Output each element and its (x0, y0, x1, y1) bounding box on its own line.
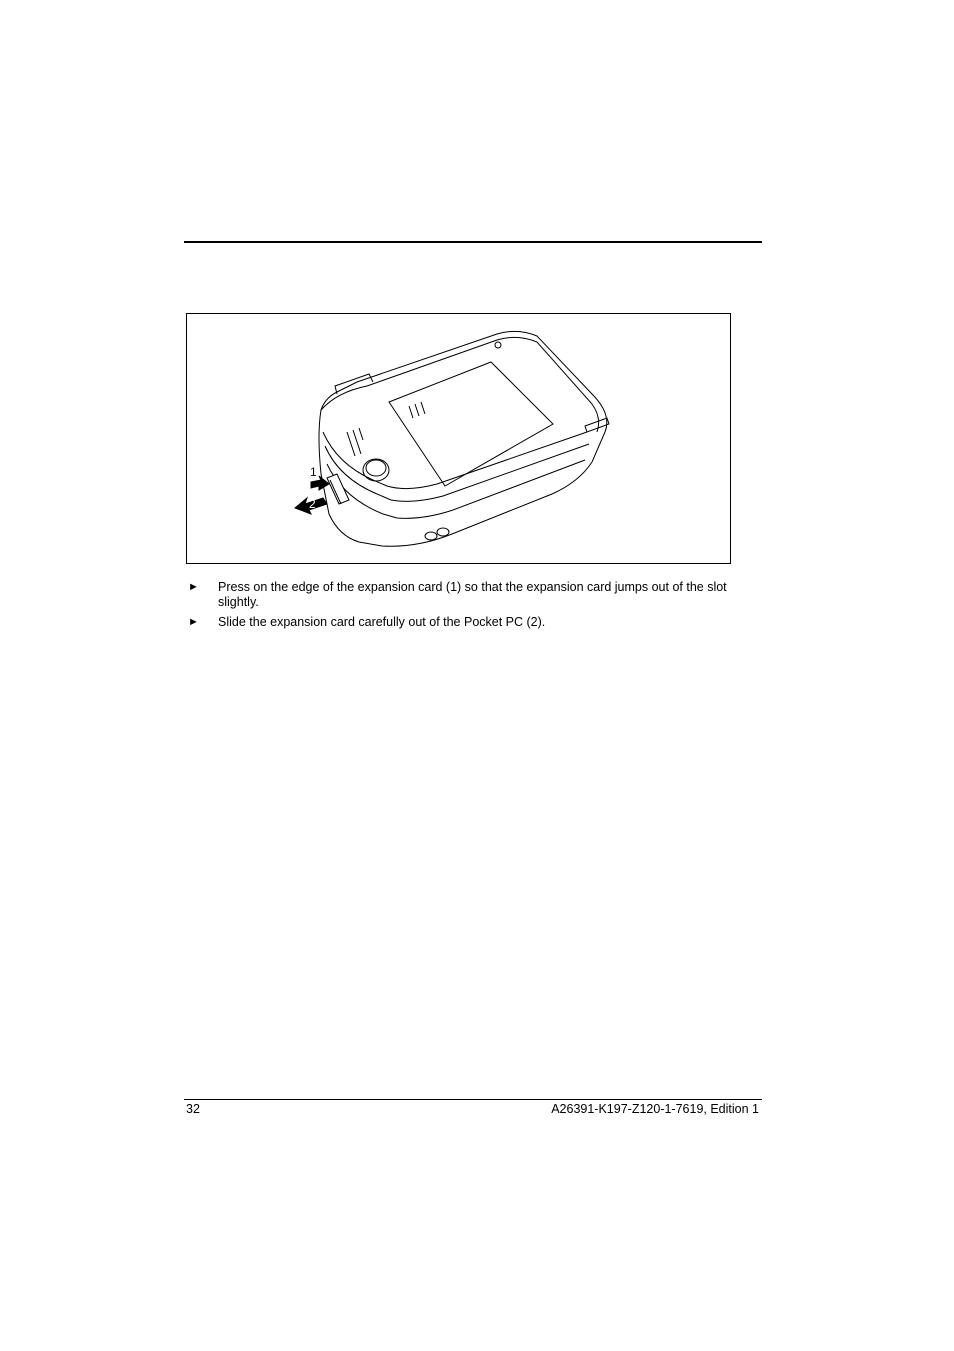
bullet-arrow-icon: ► (188, 616, 199, 628)
figure-frame (186, 313, 731, 564)
pocket-pc-illustration (187, 314, 732, 565)
list-item (186, 615, 746, 630)
callout-1: 1 (310, 465, 317, 479)
page-number: 32 (186, 1102, 200, 1116)
callout-2: 2 (309, 497, 316, 511)
footer-rule (184, 1099, 762, 1100)
bullet-arrow-icon: ► (188, 581, 199, 593)
header-rule (184, 241, 762, 243)
list-item (186, 580, 746, 609)
step-text: Slide the expansion card carefully out of the Pocket PC (2). (218, 615, 546, 629)
instruction-steps (186, 580, 746, 636)
document-id: A26391-K197-Z120-1-7619, Edition 1 (551, 1102, 759, 1116)
step-text: Press on the edge of the expansion card (1) so that the expansion card jumps out of the slot slightly. (218, 580, 727, 609)
